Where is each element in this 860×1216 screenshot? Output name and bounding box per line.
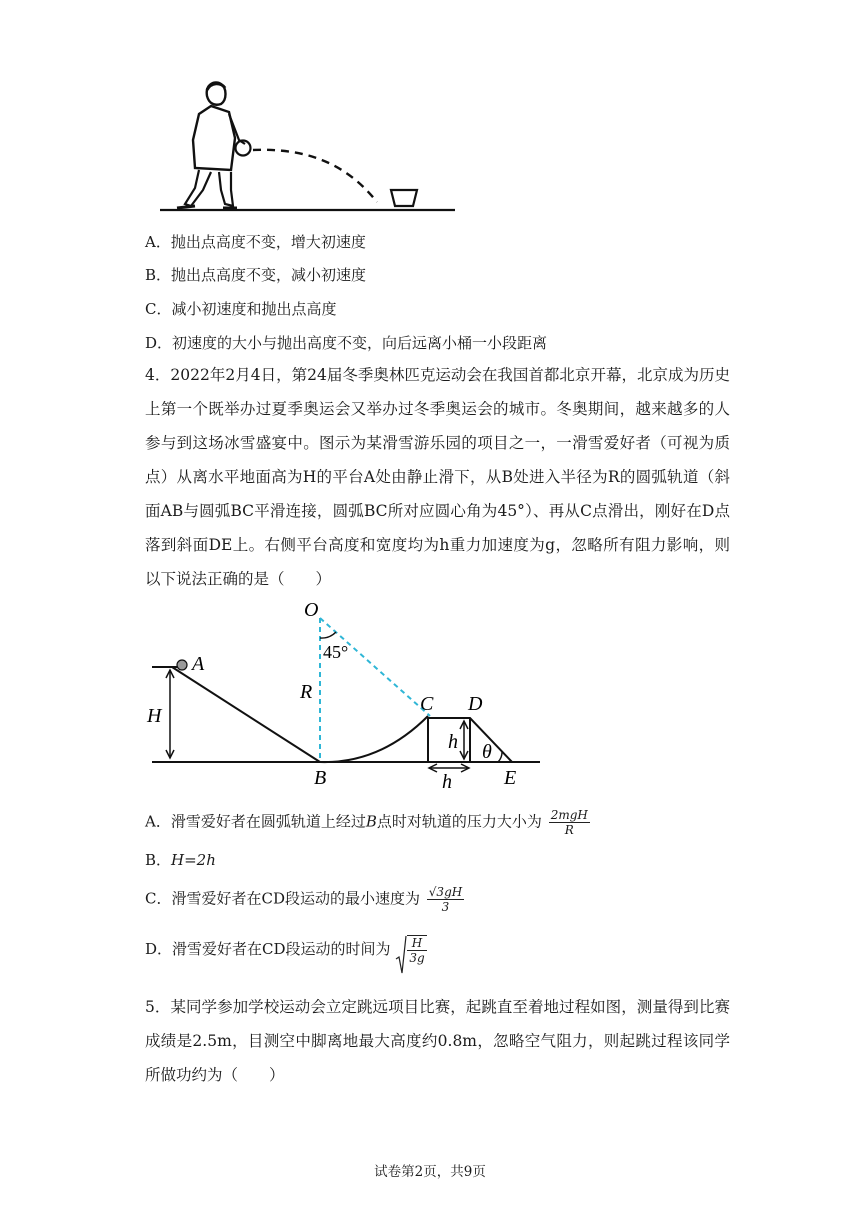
q4-option-c: C．滑雪爱好者在CD段运动的最小速度为 $\frac{√3gH}{3}$: [145, 885, 463, 914]
q3-option-c: C．减小初速度和抛出点高度: [145, 300, 337, 318]
fraction-sqrt3gh-over-3: $\frac{√3gH}{3}$: [428, 885, 463, 914]
q4-option-a: A．滑雪爱好者在圆弧轨道上经过B点时对轨道的压力大小为 $\frac{\text{2mgH}}{R}$: [145, 808, 588, 837]
q3-option-a: A．抛出点高度不变，增大初速度: [145, 233, 366, 251]
sqrt-h-over-3g: $\frac{H}{3g}$: [395, 935, 426, 965]
q4-option-d: D．滑雪爱好者在CD段运动的时间为 $\frac{H}{3g}$: [145, 935, 427, 965]
q4-question-text: 4．2022年2月4日，第24届冬季奥林匹克运动会在我国首都北京开幕，北京成为历史上第一个既举办过夏季奥运会又举办过冬季奥运会的城市。冬奥期间，越来越多的人参与到这场冰雪盛宴中。图示为某滑雪游乐园的项目之一，一滑雪爱好者（可视为质点）从离水平地面高为H的平台A处由静止滑下，从B处进入半径为R的圆弧轨道（斜面AB与圆弧BC平滑连接，圆弧BC所对应圆心角为45°）、再从C点滑出，刚好在D点落到斜面DE上。右侧平台高度和宽度均为h重力加速度为g，忽略所有阻力影响，则以下说法正确的是（ ）: [145, 366, 730, 588]
label-h-horizontal: h: [442, 771, 452, 792]
q3-option-d: D．初速度的大小与抛出高度不变，向后远离小桶一小段距离: [145, 334, 548, 352]
label-a: A: [192, 653, 205, 675]
label-o: O: [304, 599, 319, 621]
label-theta: θ: [482, 741, 492, 763]
label-c: C: [420, 693, 434, 715]
fraction-2mgh-over-r: $\frac{\text{2mgH}}{R}$: [550, 808, 588, 837]
q5-question-text: 5．某同学参加学校运动会立定跳远项目比赛，起跳直至着地过程如图，测量得到比赛成绩是2.5m，目测空中脚离地最大高度约0.8m，忽略空气阻力，则起跳过程该同学所做功约为（ ）: [145, 998, 730, 1084]
label-h-upper: H: [147, 705, 162, 727]
label-b: B: [314, 767, 327, 789]
q4-option-b: B．H=2h: [145, 851, 216, 869]
label-angle: 45°: [323, 642, 349, 662]
ski-track-diagram: [140, 592, 550, 792]
page-footer: 试卷第2页，共9页: [374, 1164, 486, 1180]
label-r: R: [300, 681, 313, 703]
label-h-vertical: h: [448, 731, 458, 753]
label-e: E: [504, 767, 517, 789]
label-d: D: [468, 693, 483, 715]
throw-ball-figure: [155, 78, 460, 218]
q3-option-b: B．抛出点高度不变，减小初速度: [145, 266, 367, 284]
